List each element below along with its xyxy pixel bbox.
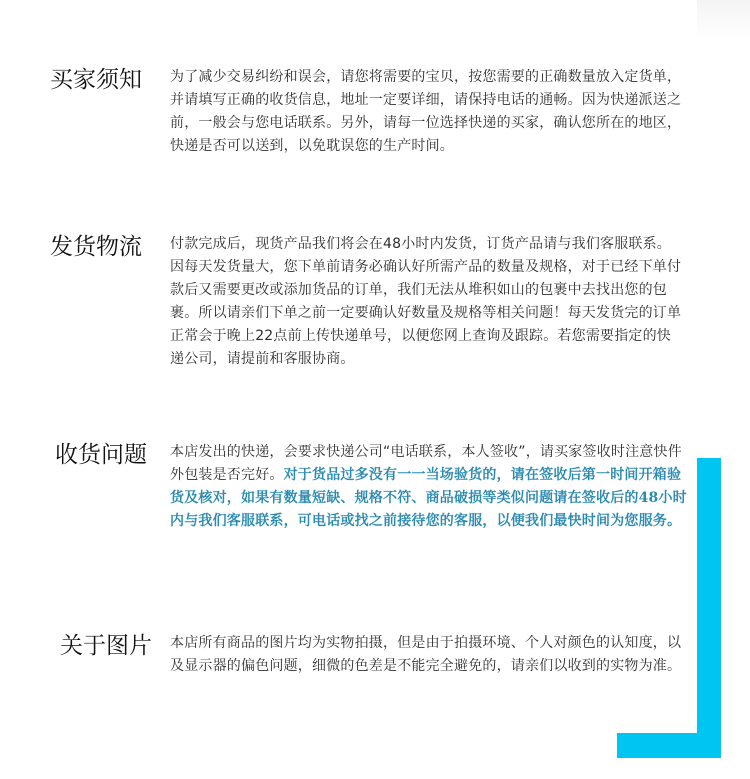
section-title: 收货问题 xyxy=(55,442,147,468)
section-title: 发货物流 xyxy=(50,234,142,260)
section-body: 为了减少交易纠纷和误会，请您将需要的宝贝，按您需要的正确数量放入定货单，并请填写正确的收货信息，地址一定要详细，请保持电话的通畅。因为快递派送之前，一般会与您电话联系。另外，请每一位选择快递的买家，确认您所在的地区，快递是否可以送到，以免耽误您的生产时间。 xyxy=(170,69,682,154)
section-body: 付款完成后，现货产品我们将会在48小时内发货，订货产品请与我们客服联系。因每天发货量大，您下单前请务必确认好所需产品的数量及规格，对于已经下单付款后又需要更改或添加货品的订单，我们无法从堆积如山的包裹中去找出您的包裹。所以请亲们下单之前一定要确认好数量及规格等相关问题！每天发货完的订单正常会于晚上22点前上传快递单号，以便您网上查询及跟踪。若您需要指定的快递公司，请提前和客服协商。 xyxy=(170,236,682,367)
section-title: 买家须知 xyxy=(50,67,142,93)
section-title: 关于图片 xyxy=(60,633,152,659)
section-body xyxy=(170,441,692,533)
section-highlight-text: 对于货品过多没有一一当场验货的，请在签收后第一时间开箱验货及核对，如果有数量短缺、规格不符、商品破损等类似问题请在签收后的48小时内与我们客服联系，可电话或找之前接待您的客服，以便我们最快时间为您服务。 xyxy=(170,467,687,529)
section-body: 本店所有商品的图片均为实物拍摄，但是由于拍摄环境、个人对颜色的认知度，以及显示器的偏色问题，细微的色差是不能完全避免的，请亲们以收到的实物为准。 xyxy=(170,635,682,674)
section-body-text: 本店发出的快递，会要求快递公司“电话联系，本人签收”，请买家签收时注意快件外包装是否完好。 xyxy=(170,444,682,483)
